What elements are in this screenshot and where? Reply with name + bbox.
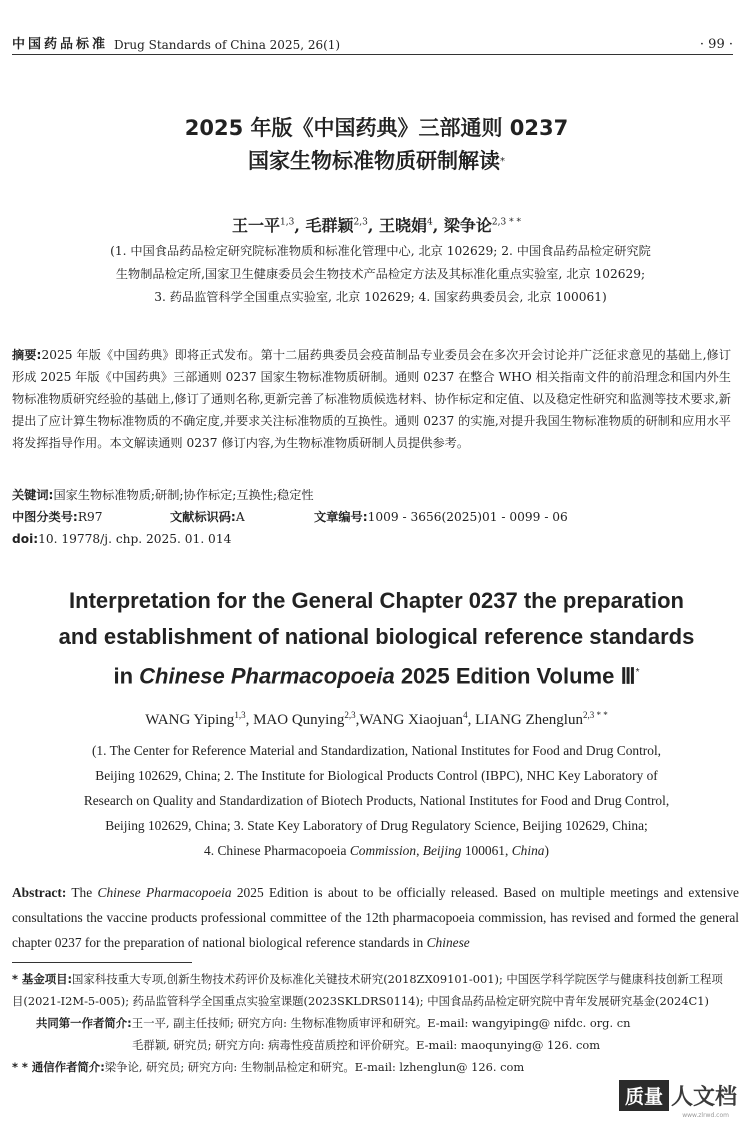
clc-label: 中图分类号: [12,510,78,524]
title-zh [0,112,753,178]
affil-en-part: 100061, [464,843,509,858]
watermark-url: www.zlrwd.com [682,1112,729,1119]
keywords-label: 关键词: [12,488,54,502]
cofirst-label: 共同第一作者简介: [36,1016,132,1030]
doi-row [12,528,731,550]
abstract-zh-text: 2025 年版《中国药典》即将正式发布。第十二届药典委员会疫苗制品专业委员会在多次开会讨论并广泛征求意见的基础上,修订形成 2025 年版《中国药典》三部通则 0237 国家生物标准物质研制。通则 0237 在整合 WHO 相关指南文件的前沿理念和国内外生物标准物质研究经验的基础上,修订了通则名称,更新完善了标准物质候选材料、协作标定和定值、以及稳定性研究和监测等技术要求,新提出了应计算生物标准物质的不确定度,并要求关注标准物质的互换性。通则 0237 的实施,对提升我国生物标准物质的研制和应用水平将发挥指导作用。本文解读通则 0237 修订内容,为生物标准物质研制人员提供参考。 [12,348,732,450]
author-en: LIANG Zhenglun [475,712,583,728]
title-en-line3-suffix: 2025 Edition Volume Ⅲ [400,663,636,689]
affiliation-zh-line: 生物制品检定所,国家卫生健康委员会生物技术产品检定方法及其标准化重点实验室, 北京 102629; [115,267,646,281]
title-en-line3-prefix: in [113,663,134,689]
author-en: WANG Yiping [145,712,235,728]
affiliation-en-line: (1. The Center for Reference Material and Standardization, National Institutes for Food and Drug Control, [91,743,662,758]
authors-en: WANG Yiping$^{1,3}$, MAO Qunying$^{2,3}$,WANG Xiaojuan$^4$, LIANG Zhenglun$^{2,3 * *}$ [145,710,608,728]
abstract-zh [12,344,731,454]
affil-en-part: China [511,843,545,858]
author-en-affil: 2,3 * * [582,710,608,720]
abstract-en [12,880,739,955]
footnote-corresponding [12,1056,731,1078]
authors-zh: 王一平$^{1,3}$, 毛群颖$^{2,3}$, 王晓娟$^4$, 梁争论$^{2,3 * *}$ [232,216,521,235]
watermark-box: 质量 [619,1080,669,1111]
author-en-affil: 2,3 [344,710,356,720]
journal-citation-en: Drug Standards of China 2025, 26(1) [114,38,341,52]
affiliation-zh-line: (1. 中国食品药品检定研究院标准物质和标准化管理中心, 北京 102629; 2. 中国食品药品检定研究院 [110,244,651,258]
clc-value: R97 [77,510,103,524]
running-header [12,28,733,55]
corr-label: * * 通信作者简介: [12,1060,105,1074]
watermark-logo [619,1080,737,1111]
author-zh: 王一平 [232,216,281,235]
title-zh-line1: 2025 年版《中国药典》三部通则 0237 [184,116,569,140]
abstract-zh-label: 摘要: [12,348,42,362]
cofirst-text: 王一平, 副主任技师; 研究方向: 生物标准物质审评和研究。E-mail: wangyiping@ nifdc. org. cn [131,1016,631,1030]
footnote-fund [12,968,731,1012]
classification-row [12,506,731,528]
abstract-en-text: 2025 Edition is about to be officially released. Based on multiple meetings and extensive consultations the vaccine products professional committee of the 12th pharmacopoeia commission, has revised and formed the general chapter 0237 for the preparation of national biological reference standards in [12,885,739,950]
title-en-line3-italic: Chinese Pharmacopoeia [139,663,395,689]
doc-code-label: 文献标识码: [170,510,236,524]
author-zh: 王晓娟 [379,216,428,235]
title-en-line2: and establishment of national biological reference standards [58,624,695,649]
cofirst-text: 毛群颖, 研究员; 研究方向: 病毒性疫苗质控和评价研究。E-mail: maoqunying@ 126. com [132,1038,601,1052]
abstract-en-text: The [71,885,93,900]
title-en [0,583,753,694]
affiliations-en [22,738,731,863]
author-zh: 梁争论 [443,216,492,235]
watermark-text: 人文档 [670,1085,737,1110]
title-zh-footnote-mark: * [500,156,505,167]
footnote-cofirst [12,1012,731,1034]
fund-text: 国家科技重大专项,创新生物技术药评价及标准化关键技术研究(2018ZX09101-001); 中国医学科学院医学与健康科技创新工程项目(2021-I2M-5-005); 药品监管科学全国重点实验室课题(2023SKLDRS0114); 中国食品药品检定研究院中青年发展研究基金(2024C1) [12,972,723,1008]
author-en-affil: 4 [463,710,468,720]
affiliation-en-line: Research on Quality and Standardization of Biotech Products, National Institutes for Food and Drug Control, [83,793,670,808]
doc-code-value: A [235,510,245,524]
title-en-line1: Interpretation for the General Chapter 0237 the preparation [69,588,684,613]
abstract-en-label: Abstract: [12,885,67,900]
abstract-en-italic: Chinese Pharmacopoeia [97,885,232,900]
fund-label: * 基金项目: [12,972,73,986]
abstract-en-italic: Chinese [426,935,470,950]
footnote-cofirst-2 [12,1034,731,1056]
affiliations-zh [30,240,731,309]
affil-en-part: Beijing [422,843,462,858]
author-zh-affil: 1,3 [280,217,295,228]
affil-en-part: 4. Chinese Pharmacopoeia [204,843,347,858]
title-zh-line2: 国家生物标准物质研制解读 [248,149,500,173]
author-zh: 毛群颖 [305,216,354,235]
keywords-text: 国家生物标准物质;研制;协作标定;互换性;稳定性 [53,488,314,502]
affil-en-part: ) [544,843,549,858]
author-en: WANG Xiaojuan [359,712,464,728]
doi-label: doi: [12,532,39,546]
author-zh-affil: 2,3 * * [491,217,521,228]
footnotes [12,968,731,1078]
affiliation-zh-line: 3. 药品监管科学全国重点实验室, 北京 102629; 4. 国家药典委员会, 北京 100061) [154,290,607,304]
affiliation-en-line: Beijing 102629, China; 3. State Key Laboratory of Drug Regulatory Science, Beijing 102629, China; [105,818,648,833]
journal-name-zh: 中国药品标准 [12,37,109,52]
article-no-value: 1009 - 3656(2025)01 - 0099 - 06 [367,510,568,524]
author-en: MAO Qunying [253,712,345,728]
affiliation-en-line [22,838,731,863]
affiliation-en-line: Beijing 102629, China; 2. The Institute for Biological Products Control (IBPC), NHC Key Laboratory of [95,768,658,783]
doi-value: 10. 19778/j. chp. 2025. 01. 014 [38,532,232,546]
author-zh-affil: 2,3 [353,217,368,228]
keywords-zh [12,484,731,506]
author-zh-affil: 4 [427,217,433,228]
affil-en-part: Commission [349,843,417,858]
author-en-affil: 1,3 [234,710,246,720]
page-number: · 99 · [699,37,733,52]
corr-text: 梁争论, 研究员; 研究方向: 生物制品检定和研究。E-mail: lzhenglun@ 126. com [104,1060,525,1074]
affil-en-part: , [416,843,420,858]
footnote-divider [12,962,192,963]
article-no-label: 文章编号: [314,510,368,524]
title-en-footnote-mark: * [635,667,640,678]
